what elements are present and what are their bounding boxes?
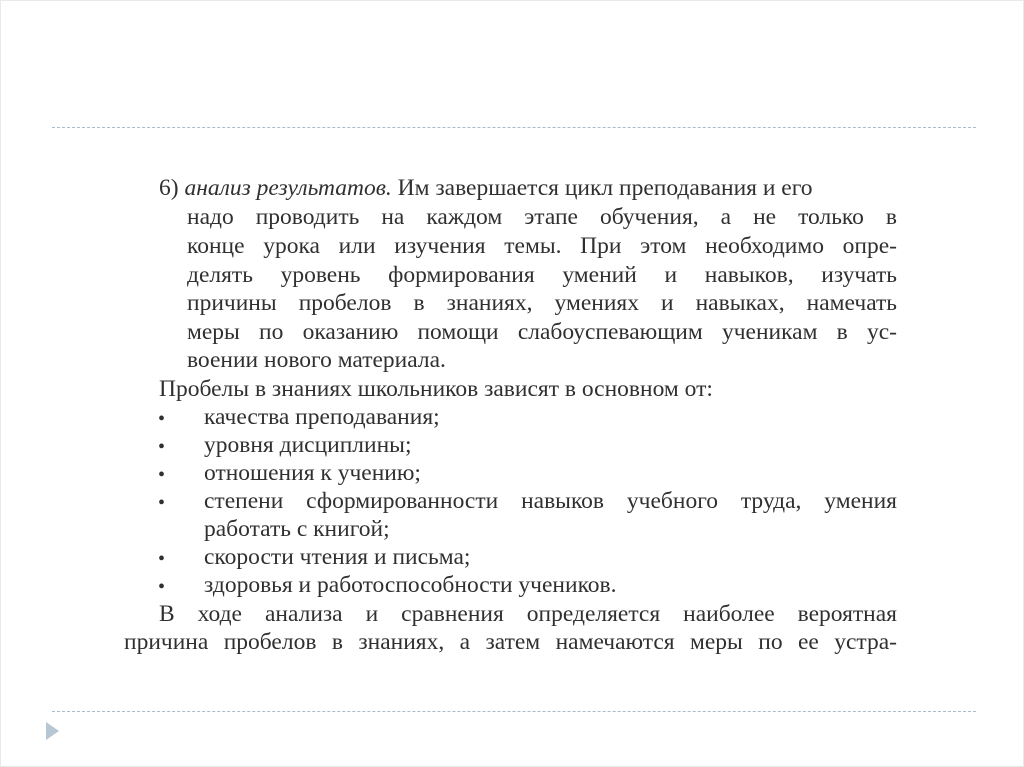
bullet-marker: • bbox=[158, 576, 166, 598]
gaps-intro: Пробелы в знаниях школьников зависят в основном от: bbox=[159, 376, 713, 402]
bullet-item: качества преподавания; bbox=[204, 404, 440, 430]
bullet-item: отношения к учению; bbox=[204, 460, 421, 486]
bullet-item-continuation: работать с книгой; bbox=[204, 516, 390, 542]
bullet-item: степени сформированности навыков учебного труда, умения bbox=[204, 488, 897, 514]
item6-line: причины пробелов в знаниях, умениях и навыках, намечать bbox=[187, 290, 897, 316]
conclusion-line: причина пробелов в знаниях, а затем намечаются меры по ее устра- bbox=[124, 629, 897, 655]
item6-line-0: Им завершается цикл преподавания и его bbox=[397, 175, 813, 201]
bullet-marker: • bbox=[158, 548, 166, 570]
item6-first-line bbox=[159, 177, 813, 201]
item6-term: анализ результатов. bbox=[184, 175, 392, 201]
item6-line: конце урока или изучения темы. При этом необходимо опре- bbox=[187, 233, 897, 259]
item6-line: меры по оказанию помощи слабоуспевающим ученикам в ус- bbox=[187, 319, 897, 345]
bullet-marker: • bbox=[158, 436, 166, 458]
item6-marker: 6) bbox=[159, 175, 179, 201]
bullet-item: уровня дисциплины; bbox=[204, 432, 412, 458]
item6-line: надо проводить на каждом этапе обучения, а не только в bbox=[187, 204, 897, 230]
bullet-marker: • bbox=[158, 492, 166, 514]
bullet-marker: • bbox=[158, 408, 166, 430]
item6-line: делять уровень формирования умений и навыков, изучать bbox=[187, 262, 897, 288]
bullet-item: здоровья и работоспособности учеников. bbox=[204, 572, 617, 598]
item6-line: воении нового материала. bbox=[187, 347, 446, 373]
bullet-item: скорости чтения и письма; bbox=[204, 544, 471, 570]
bullet-marker: • bbox=[158, 464, 166, 486]
conclusion-line: В ходе анализа и сравнения определяется наиболее вероятная bbox=[159, 601, 897, 627]
